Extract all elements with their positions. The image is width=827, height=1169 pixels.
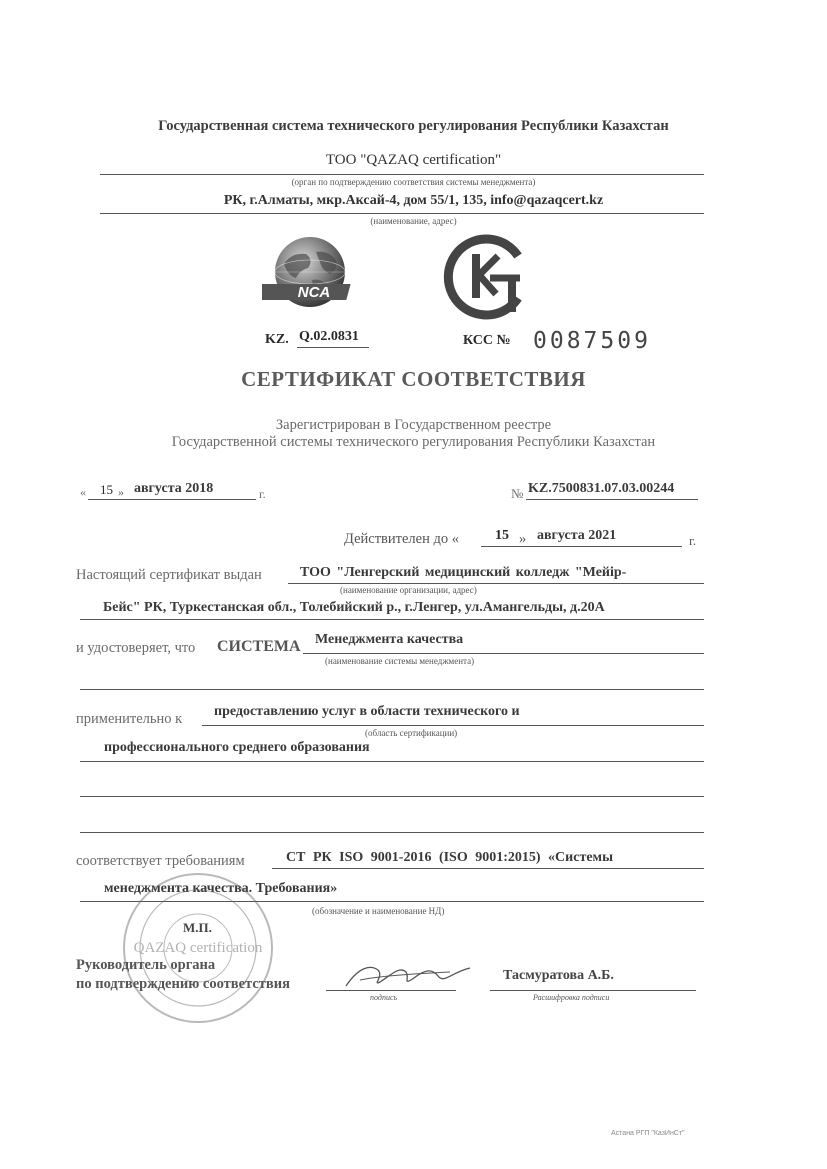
header-system-name: Государственная система технического регулирования Республики Казахстан — [158, 118, 669, 134]
reg-year-suffix: г. — [259, 487, 266, 501]
validity-close-quote: » — [519, 531, 527, 547]
scope-line-2: профессионального среднего образования — [104, 740, 370, 755]
scope-label: применительно к — [76, 711, 183, 727]
kz-code: Q.02.0831 — [299, 329, 359, 344]
blank-line-2 — [80, 796, 704, 797]
scope-underline-2 — [80, 761, 704, 762]
validity-underline — [481, 546, 682, 547]
requirements-label: соответствует требованиям — [76, 853, 245, 869]
system-label-word: СИСТЕМА — [217, 638, 301, 655]
issued-line-2: Бейс" РК, Туркестанская обл., Толебийский р., г.Ленгер, ул.Амангельды, д.20А — [103, 600, 605, 615]
printer-imprint: Астана РГП "КазИнСт" — [611, 1130, 685, 1137]
signature-caption: подпись — [370, 993, 398, 1002]
requirements-underline-1 — [272, 868, 704, 869]
address-caption: (наименование, адрес) — [370, 216, 457, 226]
validity-label: Действителен до « — [344, 531, 459, 547]
reg-close-quote: » — [118, 485, 124, 499]
organ-name: ТОО "QAZAQ certification" — [325, 152, 502, 168]
signer-label-line-2: по подтверждению соответствия — [76, 976, 290, 992]
reg-number-label: № — [511, 486, 524, 501]
kz-code-underline — [297, 347, 369, 348]
signer-name-underline — [490, 990, 696, 991]
requirements-line-2: менеджмента качества. Требования» — [104, 881, 338, 896]
signer-label-line-1: Руководитель органа — [76, 957, 216, 973]
scope-caption: (область сертификации) — [365, 728, 458, 738]
system-caption: (наименование системы менеджмента) — [325, 656, 475, 666]
nca-logo-text: NCA — [297, 284, 331, 301]
certificate-title: СЕРТИФИКАТ СООТВЕТСТВИЯ — [241, 367, 586, 391]
validity-day: 15 — [495, 528, 509, 543]
seal-center-text: QAZAQ certification — [133, 940, 263, 956]
signer-name: Тасмуратова А.Б. — [503, 968, 614, 983]
reg-day: 15 — [100, 482, 113, 497]
requirements-line-1: СТ РК ISO 9001-2016 (ISO 9001:2015) «Системы — [286, 850, 613, 865]
address-underline — [100, 213, 704, 214]
system-underline — [303, 653, 704, 654]
validity-year-suffix: г. — [689, 533, 697, 548]
kcc-number: 0087509 — [533, 328, 651, 354]
kct-logo — [440, 232, 530, 322]
seal-mp: М.П. — [183, 920, 212, 935]
kz-prefix: KZ. — [265, 332, 289, 347]
requirements-caption: (обозначение и наименование НД) — [312, 906, 445, 916]
blank-line-1 — [80, 689, 704, 690]
signer-name-caption: Расшифровка подписи — [533, 993, 610, 1002]
registered-line-1: Зарегистрирован в Государственном реестре — [275, 417, 552, 433]
validity-month-year: августа 2021 — [537, 528, 617, 543]
organ-underline — [100, 174, 704, 175]
reg-number-underline — [526, 499, 698, 500]
nca-globe-logo — [262, 234, 368, 314]
company-seal — [118, 868, 278, 1028]
issued-caption: (наименование организации, адрес) — [340, 585, 477, 595]
issued-label: Настоящий сертификат выдан — [76, 567, 262, 583]
system-label-prefix: и удостоверяет, что — [76, 640, 196, 656]
issued-underline-1 — [288, 583, 704, 584]
organ-address: РК, г.Алматы, мкр.Аксай-4, дом 55/1, 135, info@qazaqcert.kz — [223, 193, 604, 208]
reg-number: KZ.7500831.07.03.00244 — [528, 481, 675, 496]
system-value: Менеджмента качества — [315, 632, 464, 647]
issued-line-1: ТОО "Ленгерский медицинский колледж "Мейір- — [300, 565, 627, 580]
reg-month-year: августа 2018 — [134, 481, 214, 496]
signature-underline — [326, 990, 456, 991]
scope-line-1: предоставлению услуг в области технического и — [214, 704, 520, 719]
scope-underline-1 — [202, 725, 704, 726]
issued-underline-2 — [80, 619, 704, 620]
registered-line-2: Государственной системы технического регулирования Республики Казахстан — [171, 434, 656, 450]
blank-line-3 — [80, 832, 704, 833]
organ-caption: (орган по подтверждению соответствия системы менеджмента) — [291, 177, 536, 187]
kcc-label: КСС № — [463, 333, 511, 348]
reg-date-underline — [88, 499, 256, 500]
reg-open-quote: « — [80, 485, 86, 499]
